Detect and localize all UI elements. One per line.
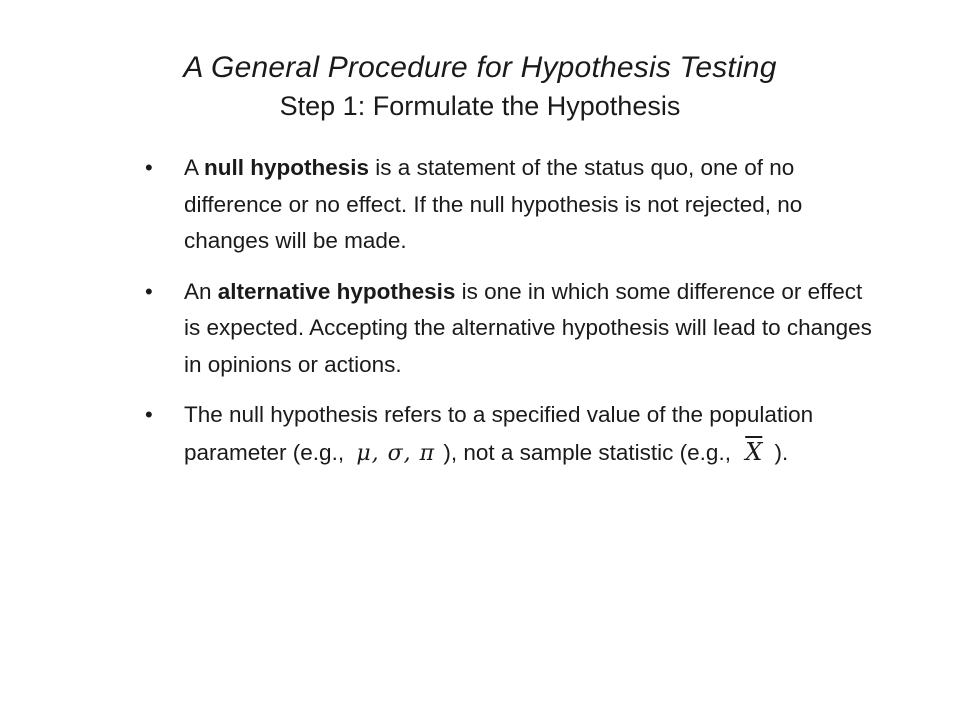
term-null-hypothesis: null hypothesis [204,155,370,180]
bullet-null-hypothesis [141,150,881,260]
bullet-text-rest: is one in which some difference or effect is expected. Accepting the alternative hypothesis will lead to changes in opinions or actions. [184,278,872,377]
bullet-text-prefix: An [184,278,218,304]
bullet-text-part-3: ). [768,439,789,465]
bullet-marker: • [145,278,153,304]
bullet-marker: • [145,155,153,180]
bullet-population-parameter [141,397,881,472]
bullet-text-part-2: ), not a sample statistic (e.g., [437,439,738,465]
math-sample-mean [737,434,768,472]
bullet-text-rest: is a statement of the status quo, one of no difference or no effect. If the null hypothesis is not rejected, no changes will be made. [184,155,803,253]
bullet-marker: • [145,402,153,427]
math-population-parameters: μ, σ, π [356,440,436,466]
slide-title [0,48,960,124]
title-line-2: Step 1: Formulate the Hypothesis [279,91,681,121]
title-line-1: A General Procedure for Hypothesis Testing [183,51,777,84]
x-bar-symbol: $\overline{X}$ [745,437,763,466]
term-alternative-hypothesis: alternative hypothesis [217,278,456,304]
bullet-text-part-1: The null hypothesis refers to a specified value of the population parameter (e.g., [184,402,814,465]
bullet-text-prefix: A [184,155,205,180]
bullet-alternative-hypothesis [141,274,881,384]
bullet-list [141,150,881,486]
